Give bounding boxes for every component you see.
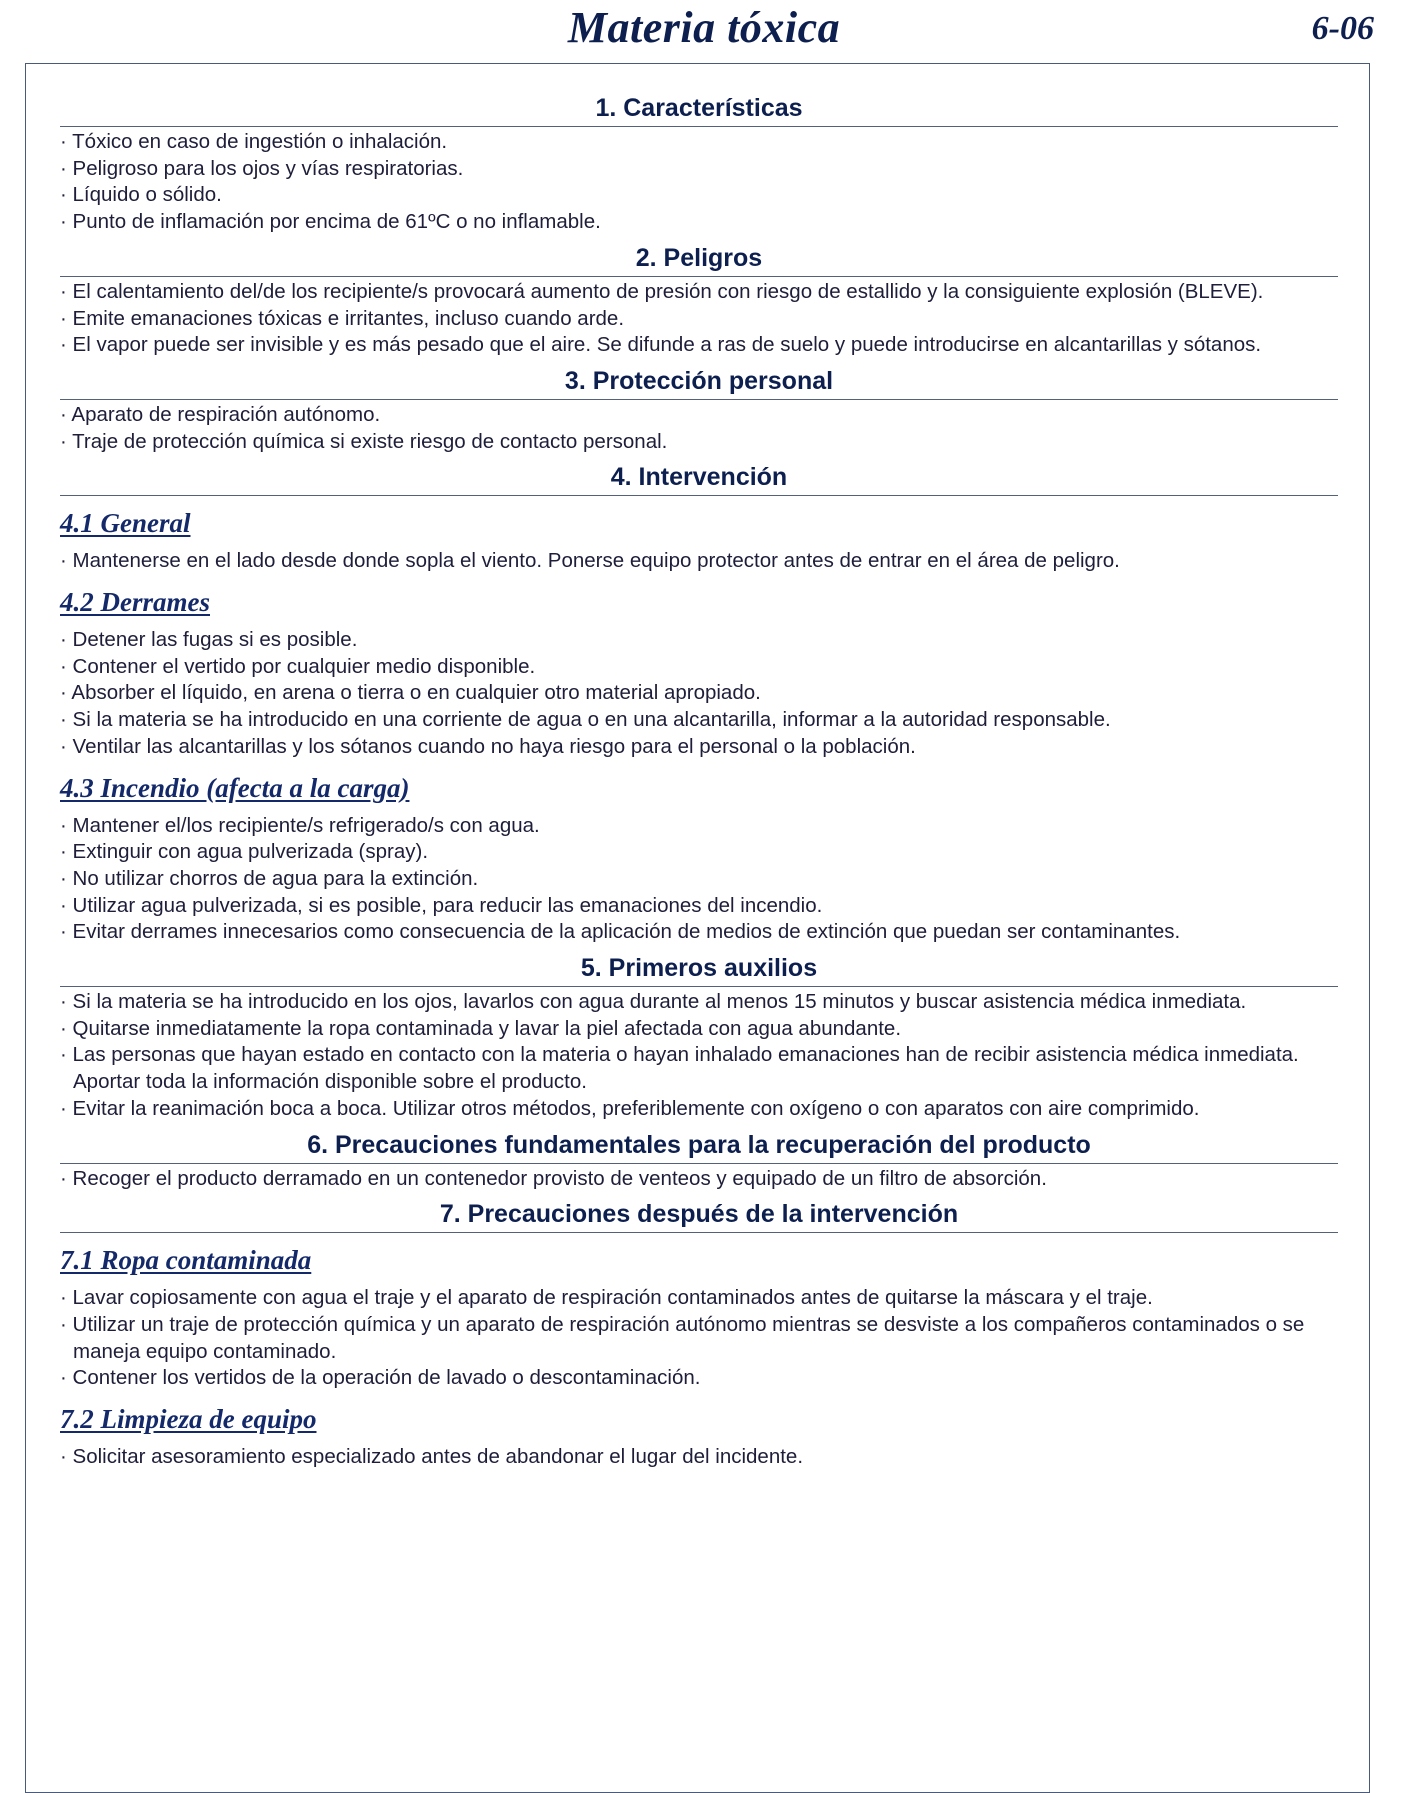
list-item: · Aparato de respiración autónomo. (60, 402, 381, 426)
list-item: · Utilizar agua pulverizada, si es posible, para reducir las emanaciones del incendio. (60, 893, 823, 917)
section-title: 6. Precauciones fundamentales para la recuperación del producto (60, 1129, 1338, 1164)
list-item: · Contener los vertidos de la operación de lavado o descontaminación. (60, 1366, 701, 1390)
document-content (60, 92, 1338, 1471)
item-list (60, 627, 1338, 761)
item-list (60, 813, 1338, 947)
list-item: · Traje de protección química si existe riesgo de contacto personal. (60, 429, 668, 453)
section (60, 461, 1338, 946)
list-item: · Tóxico en caso de ingestión o inhalación. (60, 130, 448, 153)
list-item: · El vapor puede ser invisible y es más pesado que el aire. Se difunde a ras de suelo y puede introducirse en alcantarillas y sótanos. (60, 333, 1262, 357)
item-list (60, 1444, 1338, 1471)
list-item: · Absorber el líquido, en arena o tierra o en cualquier otro material apropiado. (60, 681, 761, 705)
list-item: · No utilizar chorros de agua para la extinción. (60, 866, 479, 890)
item-list (60, 548, 1338, 575)
list-item: · Peligroso para los ojos y vías respiratorias. (60, 156, 464, 180)
list-item: · Líquido o sólido. (60, 183, 222, 207)
list-item: · Ventilar las alcantarillas y los sótanos cuando no haya riesgo para el personal o la población. (60, 734, 916, 758)
section (60, 242, 1338, 359)
section-title: 5. Primeros auxilios (60, 952, 1338, 987)
list-item: · Extinguir con agua pulverizada (spray). (60, 840, 429, 864)
list-item: · Evitar la reanimación boca a boca. Utilizar otros métodos, preferiblemente con oxígeno o con aparatos con aire comprimido. (60, 1096, 1200, 1120)
section-title: 2. Peligros (60, 242, 1338, 277)
page-title: Materia tóxica (567, 3, 841, 52)
list-item: · Quitarse inmediatamente la ropa contaminada y lavar la piel afectada con agua abundante. (60, 1016, 902, 1040)
list-item: · Lavar copiosamente con agua el traje y el aparato de respiración contaminados antes de quitarse la máscara y el traje. (60, 1286, 1153, 1310)
item-list (60, 989, 1338, 1123)
subsection-title: 4.3 Incendio (afecta a la carga) (60, 772, 410, 803)
item-list (60, 402, 1338, 455)
section-title: 7. Precauciones después de la intervención (60, 1198, 1338, 1233)
section (60, 1198, 1338, 1471)
subsection-title: 4.1 General (60, 508, 191, 539)
section-title: 1. Características (60, 92, 1338, 127)
subsection-title: 7.1 Ropa contaminada (60, 1245, 312, 1276)
list-item: · Punto de inflamación por encima de 61ºC o no inflamable. (60, 210, 601, 234)
item-list (60, 279, 1338, 359)
item-list (60, 129, 1338, 236)
section (60, 1129, 1338, 1193)
list-item: · Detener las fugas si es posible. (60, 628, 358, 652)
list-item: · Emite emanaciones tóxicas e irritantes, incluso cuando arde. (60, 306, 625, 330)
subsection-title: 7.2 Limpieza de equipo (60, 1404, 317, 1435)
section (60, 92, 1338, 236)
list-item: · El calentamiento del/de los recipiente/s provocará aumento de presión con riesgo de estallido y la consiguiente explosión (BLEVE). (60, 279, 1264, 303)
list-item: · Contener el vertido por cualquier medio disponible. (60, 654, 536, 678)
list-item: · Mantenerse en el lado desde donde sopla el viento. Ponerse equipo protector antes de entrar en el área de peligro. (60, 549, 1120, 573)
section (60, 952, 1338, 1123)
list-item: · Utilizar un traje de protección química y un aparato de respiración autónomo mientras se desviste a los compañeros contaminados o se maneja equipo contaminado. (60, 1312, 1305, 1363)
list-item: · Recoger el producto derramado en un contenedor provisto de venteos y equipado de un filtro de absorción. (60, 1166, 1047, 1190)
list-item: · Mantener el/los recipiente/s refrigerado/s con agua. (60, 813, 540, 837)
section-title: 3. Protección personal (60, 365, 1338, 400)
list-item: · Si la materia se ha introducido en una corriente de agua o en una alcantarilla, informar a la autoridad responsable. (60, 708, 1111, 732)
subsection-title: 4.2 Derrames (60, 587, 210, 618)
section (60, 365, 1338, 455)
item-list (60, 1285, 1338, 1392)
section-title: 4. Intervención (60, 461, 1338, 496)
list-item: · Si la materia se ha introducido en los ojos, lavarlos con agua durante al menos 15 minutos y buscar asistencia médica inmediata. (60, 990, 1247, 1014)
list-item: · Evitar derrames innecesarios como consecuencia de la aplicación de medios de extinción que puedan ser contaminantes. (60, 920, 1181, 944)
list-item: · Las personas que hayan estado en contacto con la materia o hayan inhalado emanaciones han de recibir asistencia médica inmediata. Aportar toda la información disponible sobre el producto. (60, 1043, 1299, 1094)
list-item: · Solicitar asesoramiento especializado antes de abandonar el lugar del incidente. (60, 1445, 804, 1469)
page-code: 6-06 (1311, 10, 1374, 47)
item-list (60, 1166, 1338, 1193)
